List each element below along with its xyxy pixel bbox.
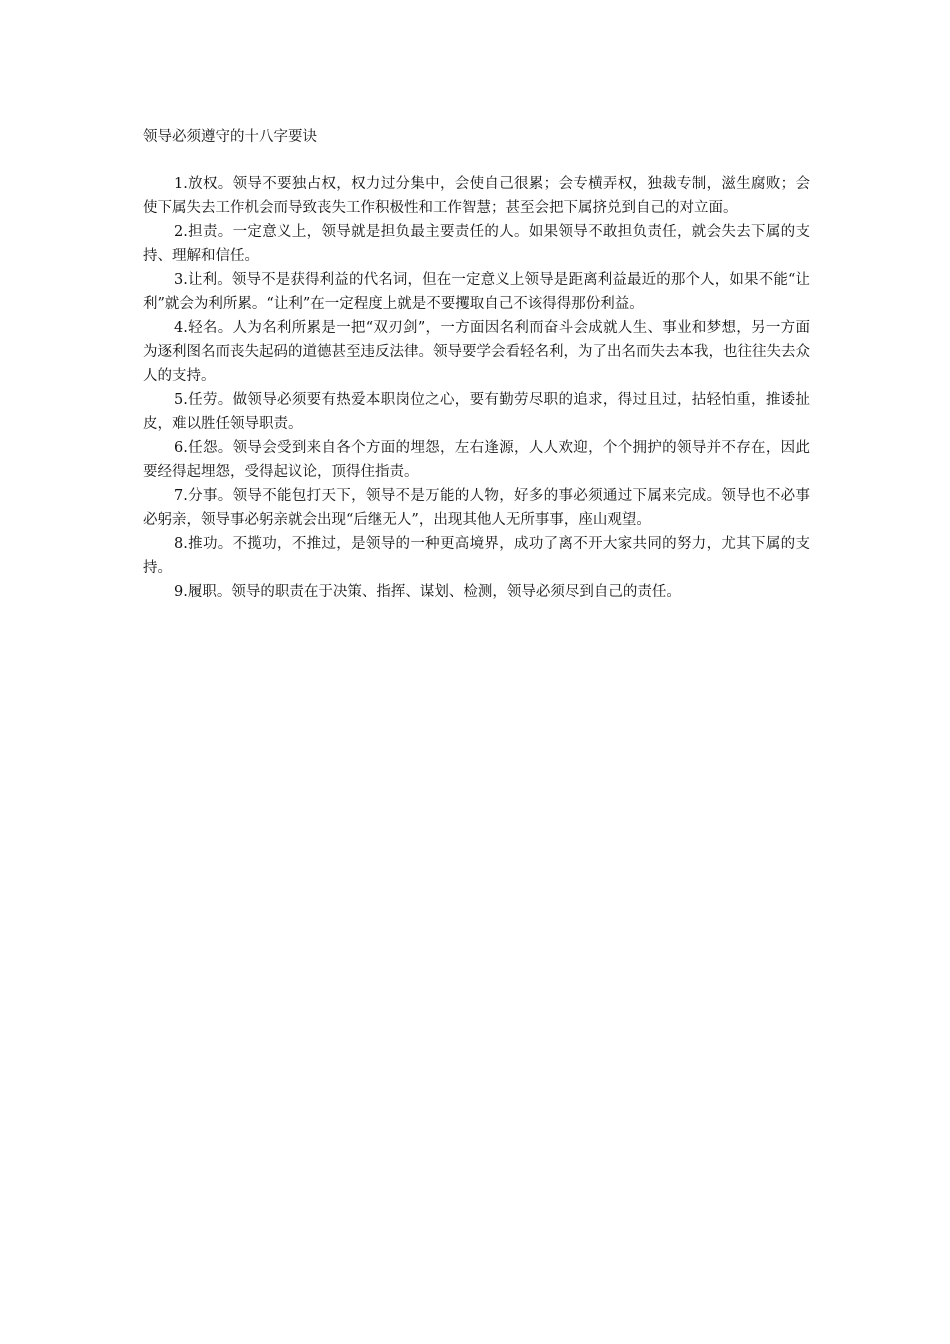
paragraph-5-endure-toil: 5.任劳。做领导必须要有热爱本职岗位之心，要有勤劳尽职的追求，得过且过，拈轻怕重，推诿扯皮，难以胜任领导职责。 [143, 392, 810, 432]
document-body [143, 126, 810, 604]
paragraph-3-yield-benefits: 3.让利。领导不是获得利益的代名词，但在一定意义上领导是距离利益最近的那个人，如果不能“让利”就会为利所累。“让利”在一定程度上就是不要攫取自己不该得得那份利益。 [143, 272, 810, 312]
paragraph-2-take-responsibility: 2.担责。一定意义上，领导就是担负最主要责任的人。如果领导不敢担负责任，就会失去下属的支持、理解和信任。 [143, 224, 810, 264]
paragraph-6-endure-complaints: 6.任怨。领导会受到来自各个方面的埋怨，左右逢源，人人欢迎，个个拥护的领导并不存在，因此要经得起埋怨，受得起议论，顶得住指责。 [143, 440, 810, 480]
paragraph-8-share-credit: 8.推功。不揽功，不推过，是领导的一种更高境界，成功了离不开大家共同的努力，尤其下属的支持。 [143, 536, 810, 576]
paragraph-1-delegate-power: 1.放权。领导不要独占权，权力过分集中，会使自己很累；会专横弄权，独裁专制，滋生腐败；会使下属失去工作机会而导致丧失工作积极性和工作智慧；甚至会把下属挤兑到自己的对立面。 [143, 176, 810, 216]
paragraph-7-distribute-tasks: 7.分事。领导不能包打天下，领导不是万能的人物，好多的事必须通过下属来完成。领导也不必事必躬亲，领导事必躬亲就会出现“后继无人”，出现其他人无所事事，座山观望。 [143, 488, 810, 528]
paragraph-9-fulfill-duty: 9.履职。领导的职责在于决策、指挥、谋划、检测，领导必须尽到自己的责任。 [174, 584, 681, 600]
paragraph-4-disregard-fame: 4.轻名。人为名利所累是一把“双刃剑”，一方面因名利而奋斗会成就人生、事业和梦想，另一方面为逐利图名而丧失起码的道德甚至违反法律。领导要学会看轻名利，为了出名而失去本我，也往往失去众人的支持。 [143, 320, 810, 384]
document-title: 领导必须遵守的十八字要诀 [143, 129, 317, 145]
